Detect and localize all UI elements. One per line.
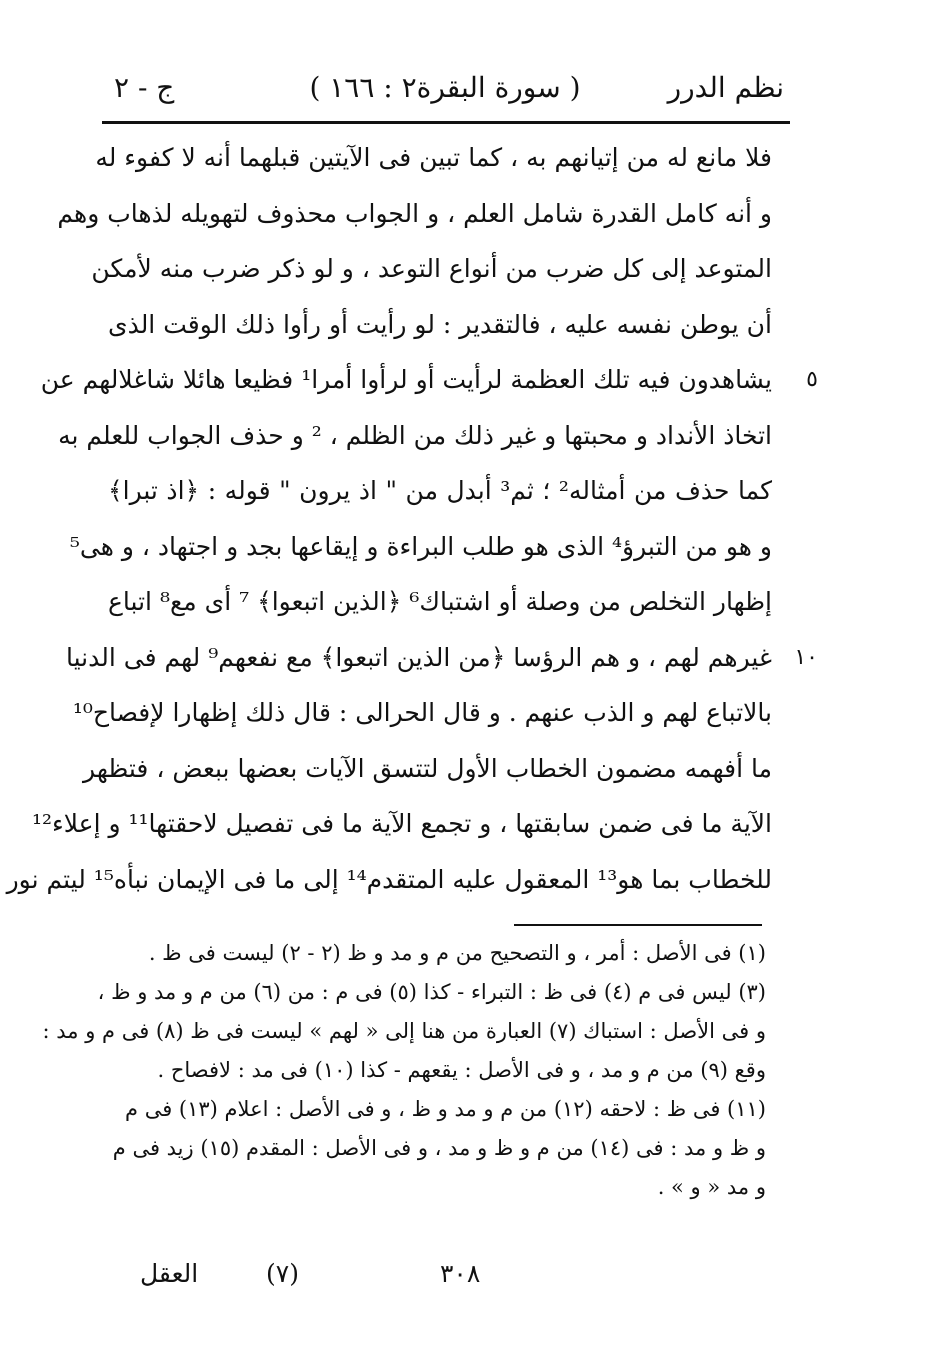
line-text: كما حذف من أمثاله² ؛ ثم³ أبدل من " اذ يرون " قوله : ﴿اذ تبرا﴾ bbox=[108, 476, 772, 505]
footer-sheet-number: (٧) bbox=[266, 1259, 299, 1288]
line-number: ٥ bbox=[806, 367, 818, 392]
page-footer bbox=[140, 1256, 520, 1296]
line-text: المتوعد إلى كل ضرب من أنواع التوعد ، و لو ذكر ضرب منه لأمكن bbox=[91, 254, 772, 283]
line-text: للخطاب بما هو¹³ المعقول عليه المتقدم¹⁴ إلى ما فى الإيمان نبأه¹⁵ ليتم نور bbox=[6, 864, 772, 894]
surah-reference: ( سورة البقرة٢ : ١٦٦ ) bbox=[309, 71, 581, 104]
footnote-line: و مد « و » . bbox=[657, 1175, 766, 1199]
text-line bbox=[72, 685, 818, 741]
text-line bbox=[83, 741, 818, 797]
main-text bbox=[6, 130, 818, 907]
text-line bbox=[91, 241, 818, 297]
footnote-line: و فى الأصل : استباك (٧) العبارة من هنا إلى « لهم » ليست فى ظ (٨) فى م و مد : bbox=[42, 1019, 766, 1043]
text-line bbox=[66, 630, 818, 686]
footnote-line: وقع (٩) من م و مد ، و فى الأصل : يقعهم - كذا (١٠) فى مد : لافصاح . bbox=[157, 1058, 766, 1082]
line-text: فلا مانع له من إتيانهم به ، كما تبين فى الآيتين قبلهما أنه لا كفوء له bbox=[95, 143, 772, 172]
footnote-line: (١) فى الأصل : أمر ، و التصحيح من م و مد و ظ (٢ - ٢) ليست فى ظ . bbox=[148, 941, 766, 965]
running-header bbox=[100, 62, 790, 118]
text-line bbox=[31, 796, 818, 852]
footnote-line: (١١) فى ظ : لاحقه (١٢) من م و مد و ظ ، و فى الأصل : اعلام (١٣) فى م bbox=[125, 1097, 766, 1121]
line-text: الآية ما فى ضمن سابقتها ، و تجمع الآية ما فى تفصيل لاحقتها¹¹ و إعلاء¹² bbox=[31, 809, 772, 838]
text-line bbox=[58, 408, 818, 464]
text-line bbox=[40, 352, 818, 408]
footer-signature: العقل bbox=[140, 1259, 199, 1288]
footnotes bbox=[42, 934, 766, 1207]
text-line bbox=[108, 574, 818, 630]
line-text: اتخاذ الأنداد و محبتها و غير ذلك من الظلم ، ² و حذف الجواب للعلم به bbox=[58, 420, 772, 450]
text-line bbox=[6, 852, 818, 908]
text-line bbox=[69, 519, 818, 575]
volume-number: ج - ٢ bbox=[114, 71, 175, 104]
line-text: غيرهم لهم ، و هم الرؤسا ﴿من الذين اتبعوا﴾ مع نفعهم⁹ لهم فى الدنيا bbox=[66, 642, 772, 672]
footnote-rule bbox=[514, 924, 762, 926]
text-line bbox=[108, 297, 818, 353]
footnote-line: (٣) ليس فى م (٤) فى ظ : التبراء - كذا (٥) فى م : من (٦) من م و مد و ظ ، bbox=[97, 980, 766, 1004]
book-title: نظم الدرر bbox=[667, 71, 784, 104]
text-line bbox=[108, 463, 818, 519]
header-rule bbox=[102, 121, 790, 124]
page-number: ٣٠٨ bbox=[440, 1259, 481, 1288]
text-line bbox=[95, 130, 818, 186]
line-text: و هو من التبرؤ⁴ الذى هو طلب البراءة و إيقاعها بجد و اجتهاد ، و هى⁵ bbox=[69, 531, 772, 561]
line-number: ١٠ bbox=[794, 644, 818, 670]
footnote-line: و ظ و مد : فى (١٤) من م و ظ و مد ، و فى الأصل : المقدم (١٥) زيد فى م bbox=[112, 1136, 766, 1160]
text-line bbox=[57, 186, 818, 242]
line-text: إظهار التخلص من وصلة أو اشتباك⁶ ﴿الذين اتبعوا﴾ ⁷ أى مع⁸ اتباع bbox=[108, 587, 772, 616]
line-text: أن يوطن نفسه عليه ، فالتقدير : لو رأيت أو رأوا ذلك الوقت الذى bbox=[108, 309, 772, 339]
line-text: ما أفهمه مضمون الخطاب الأول لتتسق الآيات بعضها ببعض ، فتظهر bbox=[83, 753, 772, 783]
line-text: يشاهدون فيه تلك العظمة لرأيت أو لرأوا أمرا¹ فظيعا هائلا شاغلالهم عن bbox=[40, 365, 772, 394]
line-text: و أنه كامل القدرة شامل العلم ، و الجواب محذوف لتهويله لذهاب وهم bbox=[57, 198, 772, 228]
line-text: بالاتباع لهم و الذب عنهم . و قال الحرالى : قال ذلك إظهارا لإفصاح¹⁰ bbox=[72, 698, 772, 727]
